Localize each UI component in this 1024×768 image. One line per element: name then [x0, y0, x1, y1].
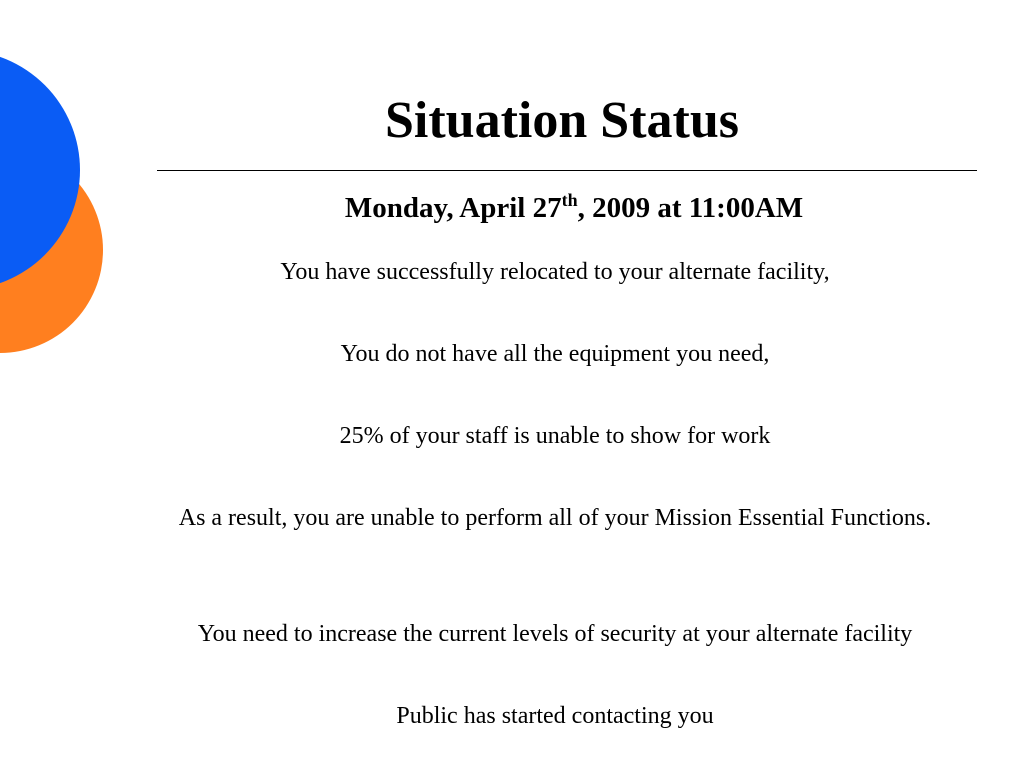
date-heading — [100, 188, 1024, 228]
date-ordinal: th — [561, 190, 578, 210]
date-prefix: Monday, April 27 — [344, 192, 562, 224]
slide-title: Situation Status — [385, 92, 739, 149]
title-divider — [157, 170, 977, 171]
status-line-relocated: You have successfully relocated to your alternate facility, — [280, 259, 830, 285]
status-line-security: You need to increase the current levels of security at your alternate facility — [197, 621, 913, 647]
status-line-public-contact: Public has started contacting you — [396, 703, 714, 729]
status-line-equipment: You do not have all the equipment you need, — [340, 341, 770, 367]
status-line-staff: 25% of your staff is unable to show for work — [339, 423, 771, 449]
status-line-mission-functions: As a result, you are unable to perform all of your Mission Essential Functions. — [178, 505, 932, 531]
date-suffix: , 2009 at 11:00AM — [577, 192, 804, 224]
